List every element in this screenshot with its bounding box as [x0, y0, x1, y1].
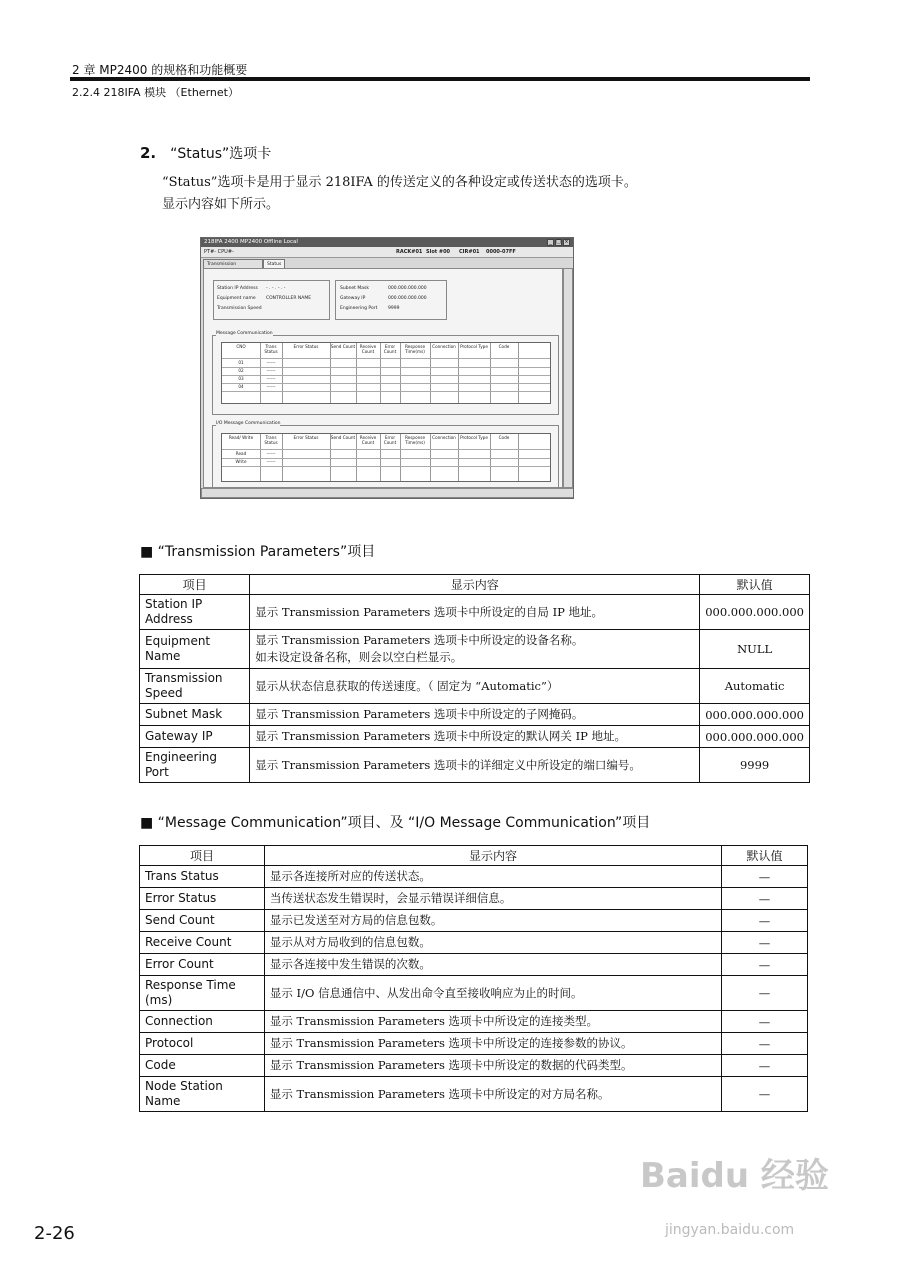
table-row: [140, 976, 808, 1011]
table2-header-default: 默认值: [722, 846, 808, 866]
table-row: [140, 954, 808, 976]
window-titlebar: 218IFA 2400 MP2400 Offline Local: [201, 238, 573, 247]
cell-item: Code: [140, 1055, 265, 1077]
grid-header-cell: Protocol Type: [460, 344, 488, 349]
cell-def: 000.000.000.000: [700, 726, 810, 748]
grid-header-cell: Error Count: [383, 435, 397, 445]
table1-header-item: 项目: [140, 575, 250, 595]
cell-desc: 显示从状态信息获取的传送速度。（ 固定为 “Automatic”）: [250, 669, 700, 704]
grid-header-cell: Error Status: [293, 344, 319, 349]
cell-desc: 显示 Transmission Parameters 选项卡中所设定的自局 IP 地址。: [250, 595, 700, 630]
station-ip-value: - . - . - . -: [266, 286, 286, 291]
cir-label: CIR#01: [459, 249, 480, 255]
message-communication-table: [139, 845, 808, 1112]
grid-row-label: Read: [235, 451, 247, 456]
cell-item: Send Count: [140, 910, 265, 932]
table2-header-desc: 显示内容: [264, 846, 721, 866]
table1-header-desc: 显示内容: [250, 575, 700, 595]
grid-header-cell: Connection: [432, 435, 456, 440]
grid-row-divider: [222, 391, 550, 392]
grid-header-cell: Send Count: [330, 435, 356, 440]
header-rule: [70, 77, 810, 81]
table-row: [140, 888, 808, 910]
grid-header-cell: Code: [498, 435, 510, 440]
grid-row-label: 02: [238, 368, 244, 373]
intro-line-2: 显示内容如下所示。: [162, 197, 280, 212]
cell-item: Protocol: [140, 1033, 265, 1055]
cell-desc: 显示从对方局收到的信息包数。: [264, 932, 721, 954]
cell-desc: 显示 Transmission Parameters 选项卡中所设定的子网掩码。: [250, 704, 700, 726]
tab-status[interactable]: Status: [263, 259, 285, 268]
grid-header-cell: Read/ Write: [228, 435, 254, 440]
cell-desc: 当传送状态发生错误时，会显示错误详细信息。: [264, 888, 721, 910]
cell-desc: 显示 Transmission Parameters 选项卡的详细定义中所设定的端口编号。: [250, 748, 700, 783]
grid-trans-status: ------: [266, 451, 276, 456]
cell-item: Error Count: [140, 954, 265, 976]
gateway-value: 000.000.000.000: [388, 296, 427, 301]
slot-label: Slot #00: [426, 249, 451, 255]
table1-title: ■ “Transmission Parameters”项目: [140, 544, 376, 560]
gateway-label: Gateway IP: [340, 296, 366, 301]
section-title-text: “Status”选项卡: [170, 146, 272, 162]
cell-def: —: [722, 932, 808, 954]
grid-trans-status: ------: [266, 360, 276, 365]
grid-trans-status: ------: [266, 384, 276, 389]
cell-def: —: [722, 954, 808, 976]
grid-trans-status: ------: [266, 376, 276, 381]
grid-divider: [330, 343, 331, 403]
cell-desc: 显示已发送至对方局的信息包数。: [264, 910, 721, 932]
table-row: [140, 1011, 808, 1033]
watermark-url: jingyan.baidu.com: [665, 1222, 795, 1238]
cell-item: Subnet Mask: [140, 704, 250, 726]
status-panel: [203, 268, 563, 488]
cell-desc: 显示 Transmission Parameters 选项卡中所设定的设备名称。 如未设定设备名称，则会以空白栏显示。: [250, 630, 700, 669]
cell-item: Gateway IP: [140, 726, 250, 748]
grid-header-cell: Connection: [432, 344, 456, 349]
cell-item: Receive Count: [140, 932, 265, 954]
cell-item: Error Status: [140, 888, 265, 910]
message-grid[interactable]: [221, 342, 551, 404]
cell-def: —: [722, 1055, 808, 1077]
cell-item: Equipment Name: [140, 630, 250, 669]
table2-title: ■ “Message Communication”项目、及 “I/O Message Communication”项目: [140, 815, 651, 831]
rack-label: RACK#01: [396, 249, 423, 255]
chapter-header: 2 章 MP2400 的规格和功能概要: [72, 63, 248, 77]
grid-divider: [458, 343, 459, 403]
cell-desc: 显示 Transmission Parameters 选项卡中所设定的默认网关 IP 地址。: [250, 726, 700, 748]
cell-desc: 显示 Transmission Parameters 选项卡中所设定的连接参数的协议。: [264, 1033, 721, 1055]
grid-divider: [282, 343, 283, 403]
table-row: [140, 866, 808, 888]
grid-header-cell: Send Count: [330, 344, 356, 349]
table-row: [140, 748, 810, 783]
grid-header-divider: [222, 449, 550, 450]
cell-desc: 显示 Transmission Parameters 选项卡中所设定的对方局名称。: [264, 1077, 721, 1112]
table-row: [140, 595, 810, 630]
grid-divider: [518, 343, 519, 403]
cell-item: Engineering Port: [140, 748, 250, 783]
grid-row-divider: [222, 466, 550, 467]
status-tab-screenshot: [200, 237, 574, 499]
cell-def: 000.000.000.000: [700, 595, 810, 630]
grid-row-label: 01: [238, 360, 244, 365]
grid-header-cell: Response Time(ms): [404, 344, 426, 354]
cell-item: Transmission Speed: [140, 669, 250, 704]
cell-item: Station IP Address: [140, 595, 250, 630]
intro-paragraph: [162, 172, 637, 216]
table-row: [140, 1077, 808, 1112]
equipment-label: Equipment name: [217, 296, 256, 301]
minimize-icon[interactable]: _: [547, 239, 554, 246]
cell-def: —: [722, 910, 808, 932]
cell-desc: 显示 Transmission Parameters 选项卡中所设定的连接类型。: [264, 1011, 721, 1033]
section-header: 2.2.4 218IFA 模块 （Ethernet）: [72, 86, 239, 99]
grid-divider: [430, 343, 431, 403]
grid-row-label: Write: [235, 459, 247, 464]
cell-item: Node Station Name: [140, 1077, 265, 1112]
grid-header-cell: Trans Status: [264, 344, 278, 354]
transmission-parameters-table: [139, 574, 810, 783]
cell-def: 000.000.000.000: [700, 704, 810, 726]
message-communication-label: Message Communication: [216, 331, 273, 336]
cell-item: Connection: [140, 1011, 265, 1033]
subnet-value: 000.000.000.000: [388, 286, 427, 291]
io-message-grid[interactable]: [221, 433, 551, 482]
table-row: [140, 726, 810, 748]
cell-def: Automatic: [700, 669, 810, 704]
table1-header-default: 默认值: [700, 575, 810, 595]
grid-header-cell: Trans Status: [264, 435, 278, 445]
grid-row-label: 04: [238, 384, 244, 389]
range-label: 0000-07FF: [486, 249, 516, 255]
io-message-label: I/O Message Communication: [216, 421, 281, 426]
table-row: [140, 704, 810, 726]
cell-desc: 显示 Transmission Parameters 选项卡中所设定的数据的代码类型。: [264, 1055, 721, 1077]
cell-def: NULL: [700, 630, 810, 669]
table-row: [140, 1033, 808, 1055]
cell-def: —: [722, 1011, 808, 1033]
speed-label: Transmission Speed: [217, 306, 262, 311]
grid-trans-status: ------: [266, 368, 276, 373]
grid-header-cell: Error Status: [293, 435, 319, 440]
grid-header-cell: Receive Count: [359, 344, 377, 354]
equipment-value: CONTROLLER NAME: [266, 296, 312, 301]
cell-def: —: [722, 866, 808, 888]
cell-desc: 显示各连接所对应的传送状态。: [264, 866, 721, 888]
maximize-icon[interactable]: □: [556, 239, 561, 245]
grid-divider: [490, 343, 491, 403]
cell-desc: 显示 I/O 信息通信中、从发出命令直至接收响应为止的时间。: [264, 976, 721, 1011]
grid-header-cell: Error Count: [383, 344, 397, 354]
cell-def: —: [722, 888, 808, 910]
table-row: [140, 932, 808, 954]
cell-def: —: [722, 976, 808, 1011]
port-label: Engineering Port: [340, 306, 378, 311]
grid-row-label: 03: [238, 376, 244, 381]
table-row: [140, 669, 810, 704]
section-number: 2.: [140, 144, 157, 162]
page-number: 2-26: [34, 1223, 75, 1244]
cell-item: Response Time (ms): [140, 976, 265, 1011]
intro-line-1: “Status”选项卡是用于显示 218IFA 的传送定义的各种设定或传送状态的选项卡。: [162, 175, 637, 190]
cell-desc: 显示各连接中发生错误的次数。: [264, 954, 721, 976]
close-icon[interactable]: ×: [564, 239, 569, 245]
section-title: [140, 143, 271, 163]
tab-transmission-parameters[interactable]: Transmission: [203, 259, 263, 268]
cell-def: 9999: [700, 748, 810, 783]
cell-def: —: [722, 1033, 808, 1055]
table-row: [140, 630, 810, 669]
cell-item: Trans Status: [140, 866, 265, 888]
grid-header-cell: Receive Count: [359, 435, 377, 445]
grid-header-cell: Code: [498, 344, 510, 349]
grid-header-cell: Protocol Type: [460, 435, 488, 440]
grid-header-divider: [222, 358, 550, 359]
grid-header-cell: CNO: [236, 344, 246, 349]
table2-header-item: 项目: [140, 846, 265, 866]
cell-def: —: [722, 1077, 808, 1112]
baidu-watermark: Baidu 经验: [640, 1156, 829, 1196]
table-row: [140, 910, 808, 932]
subnet-label: Subnet Mask: [340, 286, 369, 291]
station-ip-label: Station IP Address: [217, 286, 258, 291]
status-bar: [201, 488, 574, 498]
vertical-scrollbar[interactable]: [563, 268, 573, 488]
table-row: [140, 1055, 808, 1077]
module-toolbar: [201, 247, 573, 258]
grid-header-cell: Response Time(ms): [404, 435, 426, 445]
grid-trans-status: ------: [266, 459, 276, 464]
port-value: 9999: [388, 306, 400, 311]
cpu-path: PT#- CPU#-: [204, 249, 234, 255]
